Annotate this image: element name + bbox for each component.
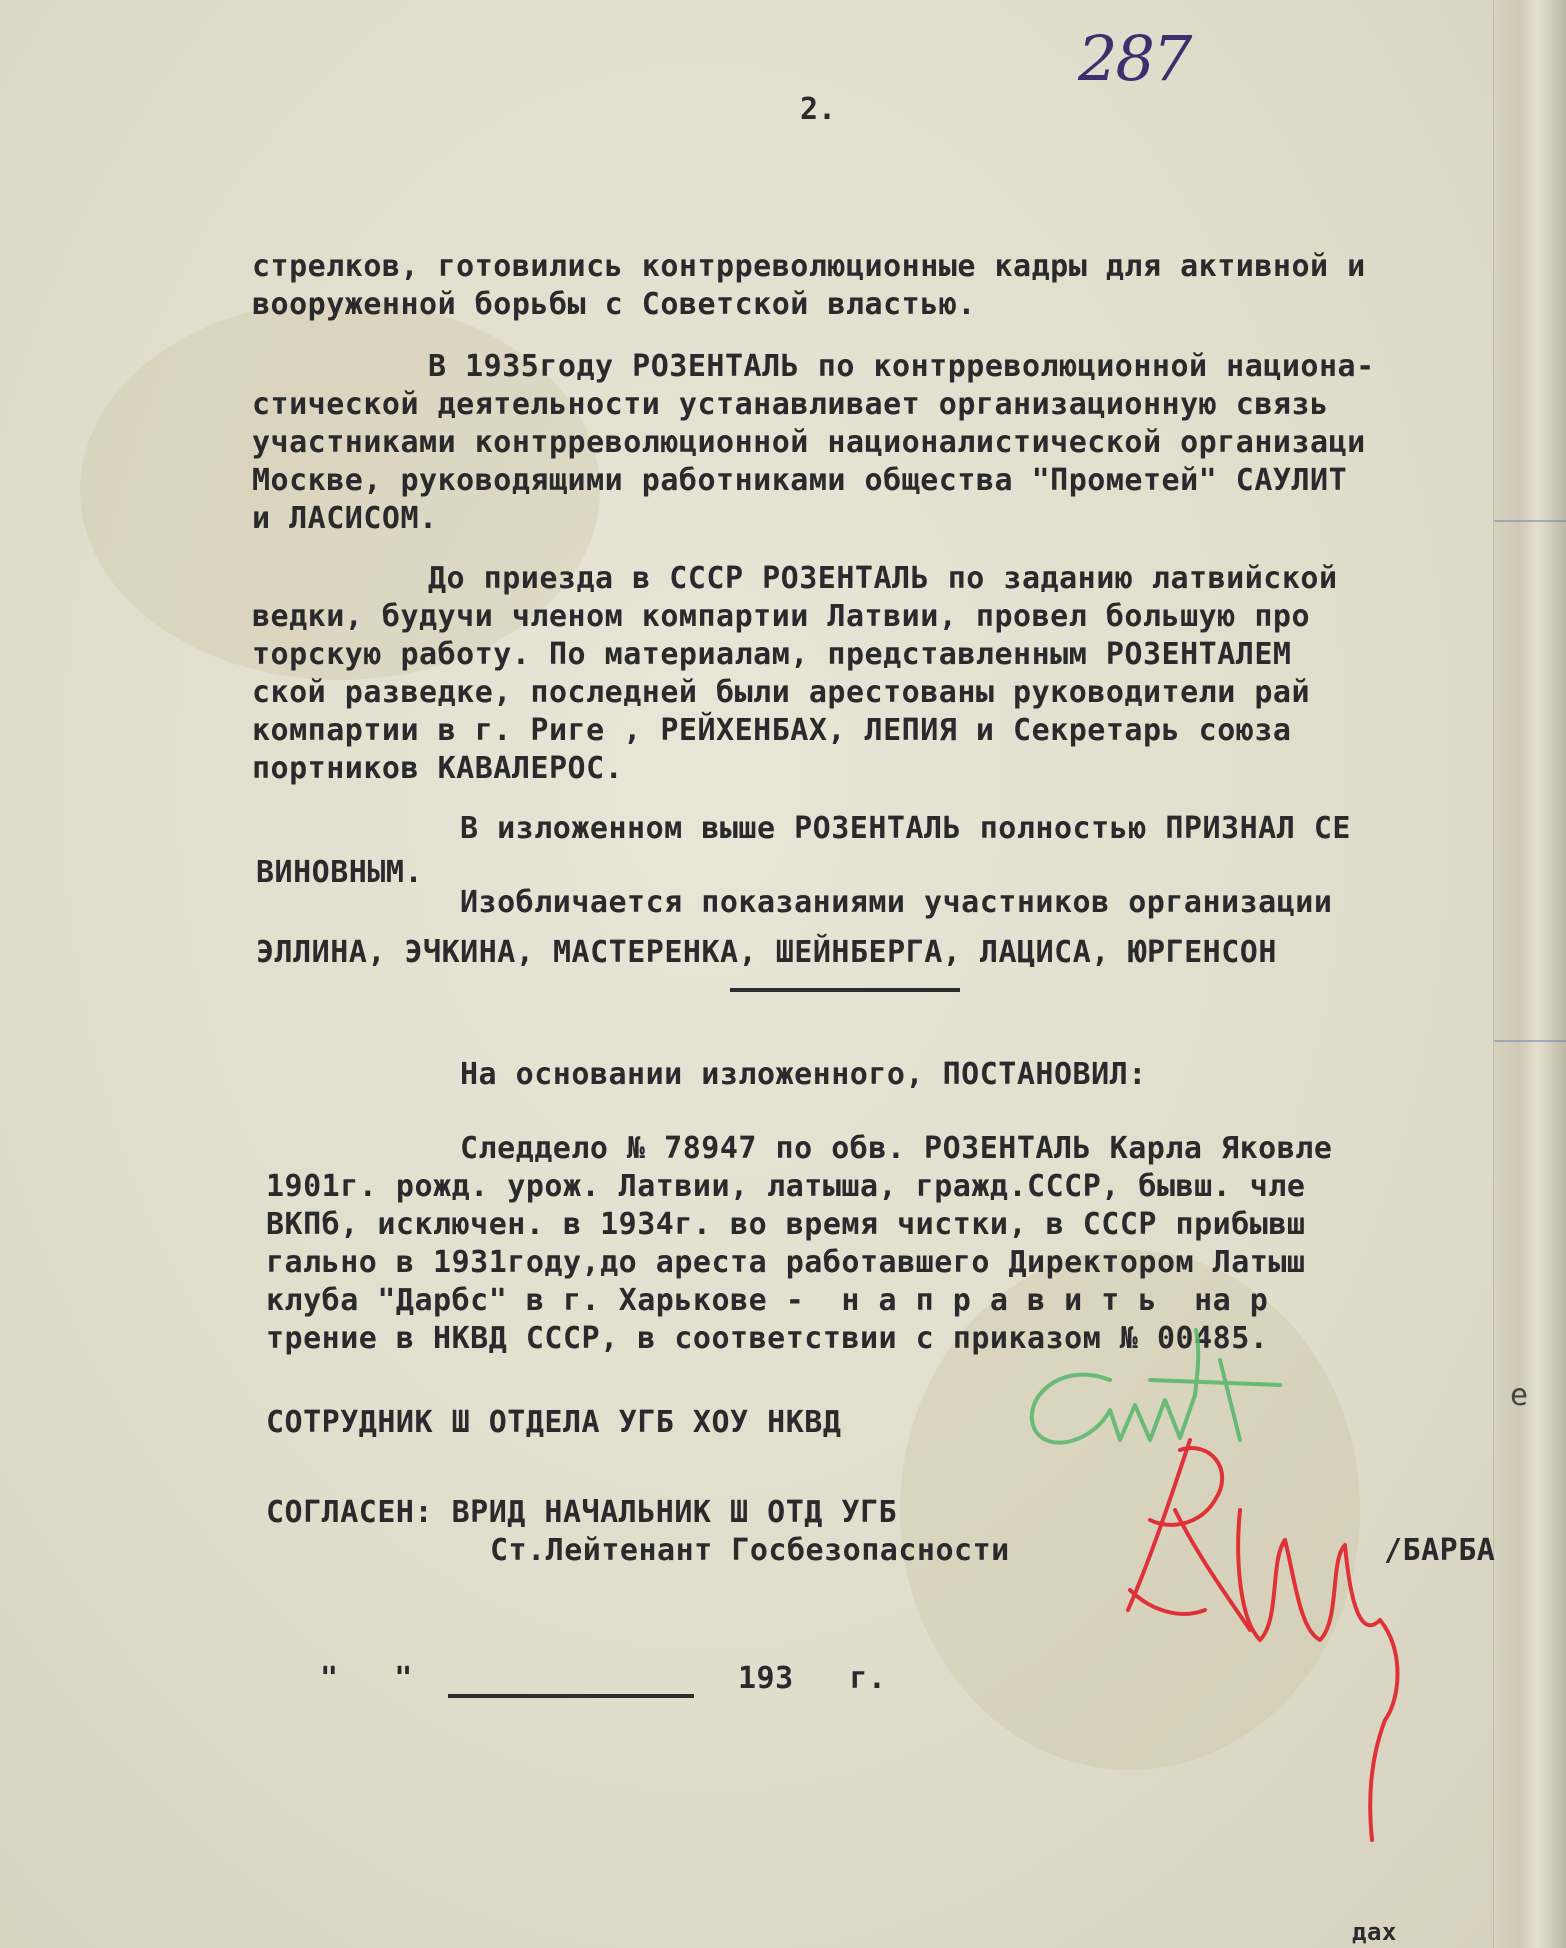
text-line: ской разведке, последней были арестованы руководители рай [252,675,1311,710]
text-line: торскую работу. По материалам, представленным РОЗЕНТАЛЕМ [252,637,1292,672]
text-line: и ЛАСИСОМ. [252,501,438,536]
margin-letter: е [1510,1378,1529,1413]
text-line: стической деятельности устанавливает организационную связь [252,387,1329,422]
text-line: До приезда в СССР РОЗЕНТАЛЬ по заданию латвийской [428,561,1338,596]
approval-label: СОГЛАСЕН: ВРИД НАЧАЛЬНИК Ш ОТД УГБ [266,1495,898,1530]
text-line: ВИНОВНЫМ. [256,855,424,890]
red-signature [1128,1440,1398,1840]
text-line: В изложенном выше РОЗЕНТАЛЬ полностью ПРИЗНАЛ СЕ [460,811,1351,846]
page-number: 2. [800,92,837,127]
text-line: На основании изложенного, ПОСТАНОВИЛ: [460,1057,1147,1092]
date-quotes: " " [320,1661,413,1696]
approval-name: /БАРБА [1384,1533,1496,1568]
text-line: гально в 1931году,до ареста работавшего Директором Латыш [266,1245,1306,1280]
text-line: вооруженной борьбы с Советской властью. [252,287,976,322]
green-signature [1032,1330,1280,1443]
text-line: В 1935году РОЗЕНТАЛЬ по контрреволюционной национа- [428,349,1375,384]
text-line: ведки, будучи членом компартии Латвии, провел большую про [252,599,1311,634]
date-year: 193 г. [738,1661,887,1696]
officer-signature-line: СОТРУДНИК Ш ОТДЕЛА УГБ ХОУ НКВД [266,1405,842,1440]
text-line: портников КАВАЛЕРОС. [252,751,624,786]
text-line: Москве, руководящими работниками общества "Прометей" САУЛИТ [252,463,1348,498]
text-line: Изобличается показаниями участников организации [460,885,1333,920]
text-line: клуба "Дарбс" в г. Харькове - н а п р а в и т ь на р [266,1283,1269,1318]
corner-note: дах [1352,1918,1397,1946]
archive-page-number: 287 [1078,22,1191,95]
text-line: ВКПб, исключен. в 1934г. во время чистки, в СССР прибывш [266,1207,1306,1242]
text-line: Следдело № 78947 по обв. РОЗЕНТАЛЬ Карла Яковле [460,1131,1333,1166]
text-line: 1901г. рожд. урож. Латвии, латыша, гражд.СССР, бывш. чле [266,1169,1306,1204]
text-line: участниками контрреволюционной националистической организаци [252,425,1366,460]
text-line: трение в НКВД СССР, в соответствии с приказом № 00485. [266,1321,1269,1356]
text-line: компартии в г. Риге , РЕЙХЕНБАХ, ЛЕПИЯ и Секретарь союза [252,713,1292,748]
approval-rank: Ст.Лейтенант Госбезопасности [490,1533,1010,1568]
text-line: ЭЛЛИНА, ЭЧКИНА, МАСТЕРЕНКА, ШЕЙНБЕРГА, ЛАЦИСА, ЮРГЕНСОН [256,935,1277,970]
text-line: стрелков, готовились контрреволюционные кадры для активной и [252,249,1366,284]
